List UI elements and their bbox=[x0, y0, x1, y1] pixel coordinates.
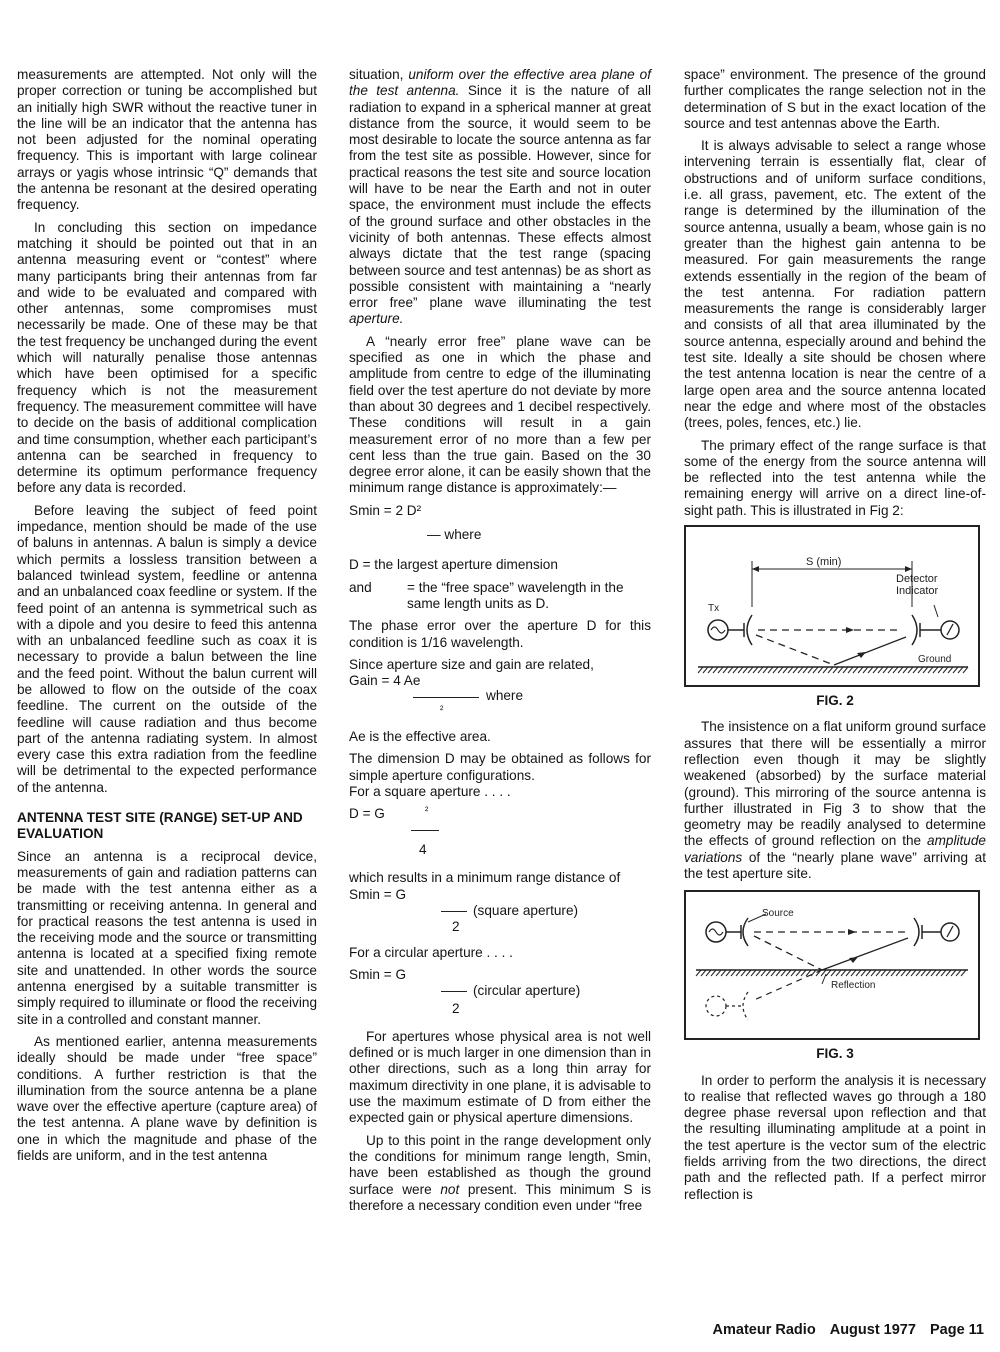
reflected-path bbox=[756, 635, 834, 665]
image-path bbox=[754, 970, 822, 1000]
hatch-mark bbox=[891, 970, 896, 976]
test-antenna bbox=[912, 615, 917, 645]
equation-denominator: ² bbox=[440, 705, 444, 717]
equation-lhs: Smin = G bbox=[349, 966, 407, 982]
hatch-mark bbox=[786, 970, 791, 976]
reflected-path bbox=[822, 938, 908, 970]
hatch-mark bbox=[823, 667, 828, 673]
hatch-mark bbox=[918, 667, 923, 673]
paragraph: measurements are attempted. Not only will the proper correction or tuning be accomplished but an initially high SWR without the reactive tuner in the line will be an indicator that the antenna has not been adjusted for the nominal operating frequency. This is important with large colinear arrays or yagis whose intrinsic “Q” demands that the antenna be resonant at the desired operating frequency. bbox=[17, 67, 317, 213]
hatch-mark bbox=[696, 970, 701, 976]
fig3-diagram bbox=[686, 892, 978, 1038]
paragraph: In order to perform the analysis it is necessary to realise that reflected waves go through a 180 degree phase reversal upon reflection and that the resulting illuminating amplitude at a point in the test aperture is the vector sum of the electric fields arriving from the two directions, the direct path and the reflected path. If a perfect mirror reflection is bbox=[684, 1072, 986, 1202]
hatch-mark bbox=[871, 970, 876, 976]
hatch-mark bbox=[698, 667, 703, 673]
text-run: Up to this point in the range development only the conditions for minimum range length, Smin, have been established as though the ground surface were bbox=[349, 1132, 651, 1197]
hatch-mark bbox=[921, 970, 926, 976]
definition-d: D = the largest aperture dimension bbox=[349, 557, 558, 573]
paragraph: The primary effect of the range surface is that some of the energy from the source antenna will be reflected into the test antenna while the remaining energy will arrive on a direct line-of-sight path. This is illustrated in Fig 2: bbox=[684, 437, 986, 518]
italic-text: uniform over the effective area plane of the test antenna. bbox=[349, 67, 652, 99]
equation-denominator: 2 bbox=[452, 1000, 460, 1016]
paragraph: Ae is the effective area. bbox=[349, 729, 491, 745]
hatch-mark bbox=[861, 970, 866, 976]
hatch-mark bbox=[716, 970, 721, 976]
label-ground: Ground bbox=[918, 654, 952, 666]
hatch-mark bbox=[833, 667, 838, 673]
hatch-mark bbox=[933, 667, 938, 673]
hatch-mark bbox=[796, 970, 801, 976]
hatch-mark bbox=[771, 970, 776, 976]
hatch-mark bbox=[883, 667, 888, 673]
hatch-mark bbox=[898, 667, 903, 673]
paragraph bbox=[349, 67, 651, 328]
ground-hatch bbox=[698, 667, 968, 673]
hatch-mark bbox=[788, 667, 793, 673]
hatch-mark bbox=[701, 970, 706, 976]
paragraph: Since aperture size and gain are related, bbox=[349, 656, 594, 672]
equation-denominator: 4 bbox=[419, 842, 427, 858]
definition-text: = the “free space” wavelength in the same length units as D. bbox=[407, 579, 624, 611]
page-number: Page 11 bbox=[929, 1322, 984, 1338]
hatch-mark bbox=[853, 667, 858, 673]
hatch-mark bbox=[753, 667, 758, 673]
text-run: of the “nearly plane wave” arriving at the test aperture site. bbox=[684, 849, 986, 881]
hatch-mark bbox=[773, 667, 778, 673]
figure-caption: FIG. 3 bbox=[816, 1046, 854, 1062]
hatch-mark bbox=[791, 970, 796, 976]
hatch-mark bbox=[908, 667, 913, 673]
hatch-mark bbox=[756, 970, 761, 976]
source-antenna bbox=[747, 615, 752, 645]
hatch-mark bbox=[713, 667, 718, 673]
paragraph: The phase error over the aperture D for this condition is 1/16 wavelength. bbox=[349, 618, 651, 650]
equation-where: — where bbox=[427, 527, 482, 543]
text-run: The insistence on a flat uniform ground surface assures that there will be essentially a mirror reflection even though it may be slightly weakened (absorbed) by the surface material (ground). This mirroring of the source antenna is further illustrated in Fig 3 to show that the geometry may be readily analysed to determine the effects of ground reflection on the bbox=[684, 719, 986, 849]
hatch-mark bbox=[953, 667, 958, 673]
definition-lambda bbox=[349, 580, 651, 613]
equation-note: (square aperture) bbox=[473, 902, 579, 918]
hatch-mark bbox=[748, 667, 753, 673]
hatch-mark bbox=[721, 970, 726, 976]
equation-line: Smin = 2 D² bbox=[349, 502, 422, 518]
fraction-bar bbox=[411, 830, 439, 831]
hatch-mark bbox=[961, 970, 966, 976]
hatch-mark bbox=[893, 667, 898, 673]
text-run: present. This minimum S is therefore a necessary condition even under “free bbox=[349, 1181, 651, 1213]
hatch-mark bbox=[761, 970, 766, 976]
hatch-mark bbox=[758, 667, 763, 673]
hatch-mark bbox=[813, 667, 818, 673]
paragraph: space” environment. The presence of the ground further complicates the range selection not in the determination of S but in the exact location of the source and test antennas above the Earth. bbox=[684, 67, 986, 131]
hatch-mark bbox=[763, 667, 768, 673]
equation-lhs: Smin = G bbox=[349, 886, 407, 902]
hatch-mark bbox=[768, 667, 773, 673]
ground-hatch bbox=[696, 970, 966, 976]
reflected-path bbox=[834, 637, 906, 665]
magazine-name: Amateur Radio bbox=[712, 1322, 816, 1338]
equation-lhs: D = G bbox=[349, 806, 385, 822]
italic-text: not bbox=[440, 1181, 460, 1197]
equation-square-d bbox=[349, 800, 651, 864]
column-2 bbox=[349, 67, 651, 1220]
paragraph: As mentioned earlier, antenna measurements ideally should be made under “free space” conditions. A further restriction is that the illumination from the source antenna be a plane wave over the effective aperture (capture area) of the test antenna. A plane wave by definition is one in which the magnitude and phase of the fields are uniform, and in the test antenna bbox=[17, 1033, 317, 1163]
equation-circular-smin bbox=[349, 967, 651, 1021]
hatch-mark bbox=[828, 667, 833, 673]
equation-where: where bbox=[486, 688, 524, 704]
label-indicator: Indicator bbox=[896, 585, 939, 598]
label-source: Source bbox=[762, 908, 794, 920]
hatch-mark bbox=[876, 970, 881, 976]
hatch-mark bbox=[928, 667, 933, 673]
hatch-mark bbox=[703, 667, 708, 673]
hatch-mark bbox=[793, 667, 798, 673]
arrowhead bbox=[752, 566, 759, 572]
hatch-mark bbox=[858, 667, 863, 673]
hatch-mark bbox=[943, 667, 948, 673]
hatch-mark bbox=[826, 970, 831, 976]
hatch-mark bbox=[863, 667, 868, 673]
label-tx: Tx bbox=[708, 603, 720, 615]
italic-text: amplitude variations bbox=[684, 833, 986, 865]
figure-3 bbox=[684, 890, 980, 1040]
reflected-path bbox=[754, 936, 822, 970]
paragraph bbox=[684, 719, 986, 882]
hatch-mark bbox=[901, 970, 906, 976]
paragraph: Since an antenna is a reciprocal device, measurements of gain and radiation patterns can be made with the test antenna either as a transmitting or receiving antenna. In general and for practical reasons the test antenna is used in the receiving mode and the source or transmitting antenna is located at a specified fixing remote site and unattended. In other words the source antenna energised by a suitable transmitter is simply required to illuminate or flood the receiving site in a controlled and constant manner. bbox=[17, 848, 317, 1027]
paragraph: For apertures whose physical area is not well defined or is much larger in one dimension than in other directions, such as a long thin array for maximum directivity in one plane, it is advisable to use the maximum estimate of D from either the expected gain or physical aperture dimensions. bbox=[349, 1028, 651, 1126]
fraction-bar bbox=[441, 991, 467, 992]
hatch-mark bbox=[783, 667, 788, 673]
hatch-mark bbox=[718, 667, 723, 673]
equation-square-smin bbox=[349, 887, 651, 939]
hatch-mark bbox=[956, 970, 961, 976]
paragraph: Before leaving the subject of feed point impedance, mention should be made of the use of baluns in antennas. A balun is simply a device which permits a lossless transition between a balanced twinlead system, feedline or antenna and an unbalanced coax feedline or system. If the feed point of an antenna is symmetrical such as with a dipole and you desire to feed this antenna with an unbalanced feedline such as coax it is necessary to provide a balun between the line and the feed point. Without the balun current will be allowed to flow on the outside of the coax feedline. The current on the outside of the feedline will cause radiation and thus become part of the antenna radiating system. In almost every case this extra radiation from the feedline will be detrimental to the expected performance of the antenna. bbox=[17, 502, 318, 795]
text-run: situation, bbox=[349, 67, 409, 82]
text-run: Since it is the nature of all radiation to expand in a spherical manner at great distance from the source, it would seem to be most desirable to locate the source antenna as far from the test site as possible. However, since for practical reasons the test site and source location will have to be near the Earth and not in outer space, the environment must include the effects of the ground surface and other obstacles in the vicinity of both antennas. These effects almost always dictate that the test range (spacing between source and test antennas) be as short as possible consistent with maintaining a “nearly error free” plane wave illuminating the test bbox=[349, 83, 651, 311]
page-footer bbox=[703, 1322, 984, 1338]
hatch-mark bbox=[878, 667, 883, 673]
hatch-mark bbox=[778, 667, 783, 673]
paragraph: For a circular aperture . . . . bbox=[349, 944, 513, 960]
figure-caption: FIG. 2 bbox=[816, 693, 854, 709]
hatch-mark bbox=[948, 667, 953, 673]
hatch-mark bbox=[913, 667, 918, 673]
hatch-mark bbox=[798, 667, 803, 673]
hatch-mark bbox=[866, 970, 871, 976]
hatch-mark bbox=[841, 970, 846, 976]
equation-note: (circular aperture) bbox=[473, 982, 581, 998]
hatch-mark bbox=[838, 667, 843, 673]
paragraph: In concluding this section on impedance matching it should be pointed out that in an antenna measuring event or “contest” where many participants bring their antennas from far and wide to be evaluated and compared with other antennas, some compromises must necessarily be made. One of these may be that the test frequency be unchanged during the event which will naturally penalise those antennas which have been optimised for a specific frequency which is not the measurement frequency. The measurement committee will have to decide on the basis of additional complication and time consumption, whether each participant’s antenna can be searched in frequency to determine its optimum performance frequency before any data is recorded. bbox=[17, 219, 317, 496]
image-antenna bbox=[743, 992, 748, 1020]
equation-lhs: Gain = 4 Ae bbox=[349, 673, 421, 689]
hatch-mark bbox=[843, 667, 848, 673]
paragraph bbox=[349, 1133, 651, 1214]
image-source-icon bbox=[706, 996, 726, 1016]
hatch-mark bbox=[776, 970, 781, 976]
column-3 bbox=[684, 67, 986, 1209]
hatch-mark bbox=[831, 970, 836, 976]
hatch-mark bbox=[906, 970, 911, 976]
hatch-mark bbox=[958, 667, 963, 673]
hatch-mark bbox=[938, 667, 943, 673]
hatch-mark bbox=[746, 970, 751, 976]
hatch-mark bbox=[708, 667, 713, 673]
fraction-bar bbox=[441, 911, 467, 912]
hatch-mark bbox=[781, 970, 786, 976]
hatch-mark bbox=[728, 667, 733, 673]
equation-numerator: ² bbox=[425, 806, 429, 818]
paragraph: which results in a minimum range distance of bbox=[349, 870, 621, 886]
italic-text: aperture. bbox=[349, 311, 404, 327]
label-detector: Detector bbox=[896, 573, 938, 586]
paragraph: A “nearly error free” plane wave can be specified as one in which the phase and amplitude from centre to edge of the illuminating field over the test aperture do not deviate by more than about 30 degrees and 1 decibel respectively. These conditions will result in a gain measurement error of no more than a few per cent less than the true gain. Based on the 30 degree error alone, it can be easily shown that the minimum range distance is approximately:— bbox=[349, 333, 651, 496]
hatch-mark bbox=[936, 970, 941, 976]
hatch-mark bbox=[916, 970, 921, 976]
hatch-mark bbox=[946, 970, 951, 976]
hatch-mark bbox=[896, 970, 901, 976]
hatch-mark bbox=[926, 970, 931, 976]
hatch-mark bbox=[963, 667, 968, 673]
hatch-mark bbox=[726, 970, 731, 976]
hatch-mark bbox=[881, 970, 886, 976]
hatch-mark bbox=[836, 970, 841, 976]
hatch-mark bbox=[888, 667, 893, 673]
hatch-mark bbox=[751, 970, 756, 976]
hatch-mark bbox=[741, 970, 746, 976]
paragraph: It is always advisable to select a range whose intervening terrain is essentially flat, clear of obstructions and of uniform surface conditions, i.e. all grass, pavement, etc. The extent of the range is determined by the illumination of the source antenna, usually a beam, whose gain is no greater than the highest gain antenna to be measured. For gain measurements the range extends essentially in the region of the beam of the test antenna. For radiation pattern measurements the range is considerably larger and consists of all that area illuminated by the source antenna, especially around and behind the test site. Ideally a site should be chosen where the test antenna location is near the centre of a large open area and the source antenna located near the edge and where most of the obstacles (trees, poles, fences, etc.) lie. bbox=[684, 138, 986, 431]
hatch-mark bbox=[848, 667, 853, 673]
arrowhead bbox=[905, 566, 912, 572]
hatch-mark bbox=[808, 667, 813, 673]
hatch-mark bbox=[706, 970, 711, 976]
issue-date: August 1977 bbox=[829, 1322, 916, 1338]
equation-gain bbox=[349, 673, 651, 723]
hatch-mark bbox=[736, 970, 741, 976]
hatch-mark bbox=[951, 970, 956, 976]
hatch-mark bbox=[856, 970, 861, 976]
hatch-mark bbox=[886, 970, 891, 976]
hatch-mark bbox=[733, 667, 738, 673]
hatch-mark bbox=[738, 667, 743, 673]
label-smin: S (min) bbox=[806, 556, 842, 569]
hatch-mark bbox=[711, 970, 716, 976]
source-antenna bbox=[743, 918, 748, 946]
hatch-mark bbox=[803, 667, 808, 673]
paragraph: For a square aperture . . . . bbox=[349, 783, 511, 799]
test-antenna bbox=[914, 918, 919, 946]
hatch-mark bbox=[941, 970, 946, 976]
hatch-mark bbox=[743, 667, 748, 673]
label-reflection: Reflection bbox=[831, 980, 876, 992]
hatch-mark bbox=[923, 667, 928, 673]
hatch-mark bbox=[731, 970, 736, 976]
hatch-mark bbox=[766, 970, 771, 976]
hatch-mark bbox=[723, 667, 728, 673]
fig2-diagram bbox=[686, 527, 978, 685]
column-1 bbox=[17, 67, 317, 1170]
hatch-mark bbox=[903, 667, 908, 673]
hatch-mark bbox=[931, 970, 936, 976]
hatch-mark bbox=[851, 970, 856, 976]
figure-2 bbox=[684, 525, 980, 687]
equation-denominator: 2 bbox=[452, 918, 460, 934]
equation-smin bbox=[349, 503, 651, 544]
hatch-mark bbox=[846, 970, 851, 976]
hatch-mark bbox=[911, 970, 916, 976]
paragraph: The dimension D may be obtained as follows for simple aperture configurations. bbox=[349, 751, 651, 783]
hatch-mark bbox=[818, 667, 823, 673]
hatch-mark bbox=[868, 667, 873, 673]
section-heading: ANTENNA TEST SITE (RANGE) SET-UP AND EVALUATION bbox=[17, 810, 303, 842]
fraction-bar bbox=[413, 697, 479, 698]
hatch-mark bbox=[873, 667, 878, 673]
hatch-mark bbox=[801, 970, 806, 976]
definition-and: and bbox=[349, 579, 372, 595]
